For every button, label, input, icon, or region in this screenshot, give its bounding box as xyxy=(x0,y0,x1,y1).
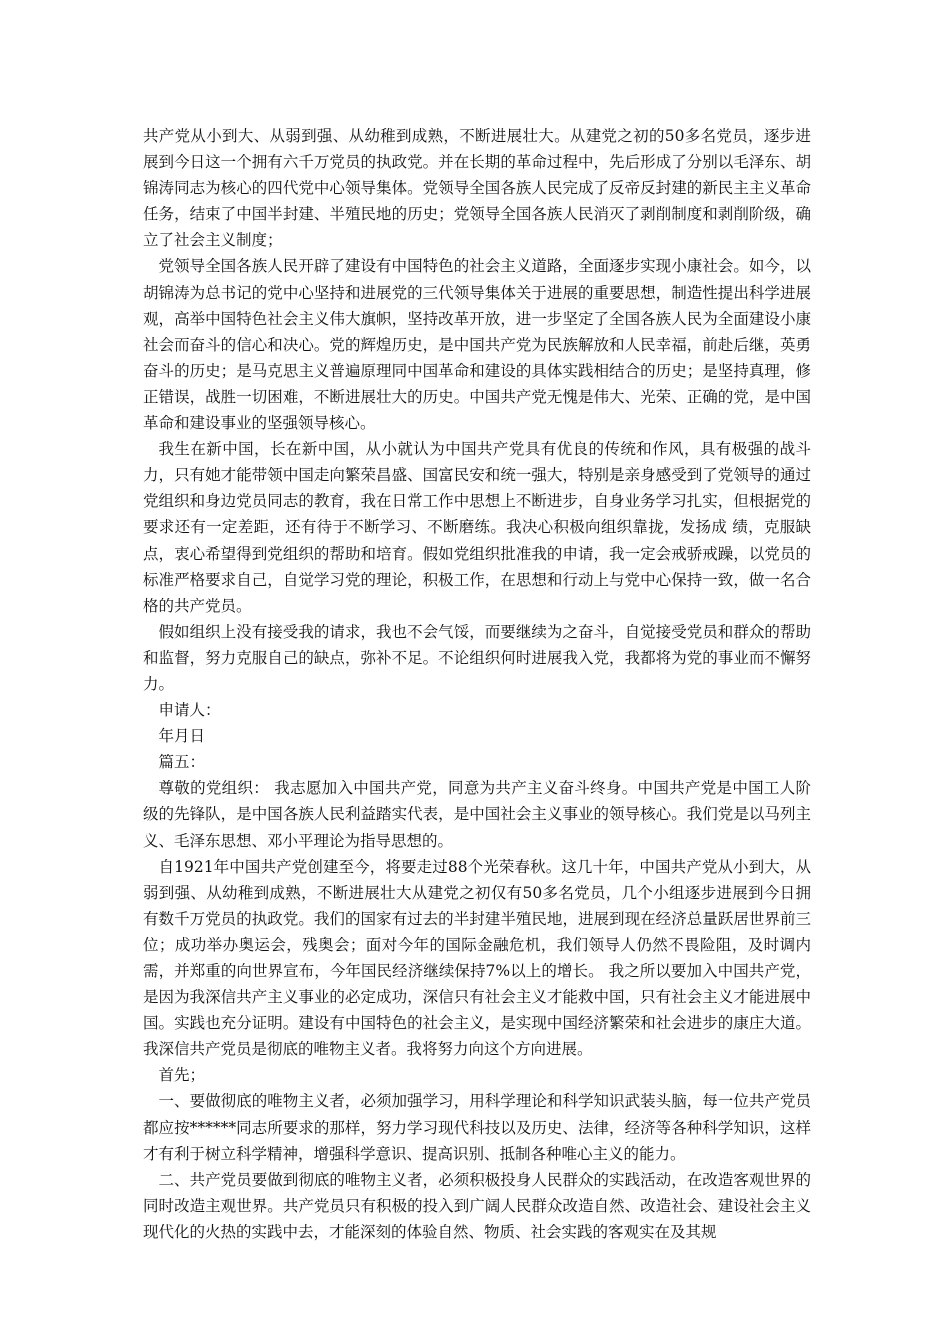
paragraph-personal-motivation: 我生在新中国，长在新中国，从小就认为中国共产党具有优良的传统和作风，具有极强的战斗力，只有她才能带领中国走向繁荣昌盛、国富民安和统一强大，特别是亲身感受到了党领导的通过党组织和身边党员同志的教育，我在日常工作中思想上不断进步，自身业务学习扎实，但根据党的要求还有一定差距，还有待于不断学习、不断磨练。我决心积极向组织靠拢，发扬成 绩，克服缺点，衷心希望得到党组织的帮助和培育。假如党组织批准我的申请，我一定会戒骄戒躁，以党员的标准严格要求自己，自觉学习党的理论，积极工作，在思想和行动上与党中心保持一致，做一名合格的共产党员。 xyxy=(143,440,811,615)
document-body xyxy=(143,123,811,1245)
paragraph-history-and-reasons: 自1921年中国共产党创建至今，将要走过88个光荣春秋。这几十年，中国共产党从小到大，从弱到强、从幼稚到成熟，不断进展壮大从建党之初仅有50多名党员，几个小组逐步进展到今日拥有数千万党员的执政党。我们的国家有过去的半封建半殖民地，进展到现在经济总量跃居世界前三位；成功举办奥运会，残奥会；面对今年的国际金融危机，我们领导人仍然不畏险阻，及时调内需，并郑重的向世界宣布，今年国民经济继续保持7%以上的增长。 我之所以要加入中国共产党，是因为我深信共产主义事业的必定成功，深信只有社会主义才能救中国，只有社会主义才能进展中国。实践也充分证明。建设有中国特色的社会主义，是实现中国经济繁荣和社会进步的康庄大道。我深信共产党员是彻底的唯物主义者。我将努力向这个方向进展。 xyxy=(143,857,811,1059)
paragraph-party-growth: 共产党从小到大、从弱到强、从幼稚到成熟，不断进展壮大。从建党之初的50多名党员，逐步进展到今日这一个拥有六千万党员的执政党。并在长期的革命过程中，先后形成了分别以毛泽东、胡锦涛同志为核心的四代党中心领导集体。党领导全国各族人民完成了反帝反封建的新民主主义革命任务，结束了中国半封建、半殖民地的历史；党领导全国各族人民消灭了剥削制度和剥削阶级，确立了社会主义制度； xyxy=(143,127,811,250)
paragraph-firstly: 首先； xyxy=(158,1066,206,1085)
paragraph-party-leadership: 党领导全国各族人民开辟了建设有中国特色的社会主义道路，全面逐步实现小康社会。如今，以胡锦涛为总书记的党中心坚持和进展党的三代领导集体关于进展的重要思想，制造性提出科学进展观，高举中国特色社会主义伟大旗帜，坚持改革开放，进一步坚定了全国各族人民为全面建设小康社会而奋斗的信心和决心。党的辉煌历史，是中国共产党为民族解放和人民幸福，前赴后继，英勇奋斗的历史；是马克思主义普遍原理同中国革命和建设的具体实践相结合的历史；是坚持真理，修正错误，战胜一切困难，不断进展壮大的历史。中国共产党无愧是伟大、光荣、正确的党，是中国革命和建设事业的坚强领导核心。 xyxy=(143,257,811,433)
paragraph-point-two: 二、共产党员要做到彻底的唯物主义者，必须积极投身人民群众的实践活动，在改造客观世界的同时改造主观世界。共产党员只有积极的投入到广阔人民群众改造自然、改造社会、建设社会主义现代化的火热的实践中去，才能深刻的体验自然、物质、社会实践的客观实在及其规 xyxy=(143,1170,811,1241)
paragraph-salutation-pledge: 尊敬的党组织： 我志愿加入中国共产党，同意为共产主义奋斗终身。中国共产党是中国工人阶级的先锋队，是中国各族人民利益踏实代表，是中国社会主义事业的领导核心。我们党是以马列主义、毛泽东思想、邓小平理论为指导思想的。 xyxy=(143,779,811,850)
paragraph-perseverance: 假如组织上没有接受我的请求，我也不会气馁，而要继续为之奋斗，自觉接受党员和群众的帮助和监督，努力克服自己的缺点，弥补不足。不论组织何时进展我入党，我都将为党的事业而不懈努力。 xyxy=(143,622,811,693)
paragraph-point-one: 一、要做彻底的唯物主义者，必须加强学习，用科学理论和科学知识武装头脑，每一位共产党员都应按******同志所要求的那样，努力学习现代科技以及历史、法律，经济等各种科学知识，这样才有利于树立科学精神，增强科学意识、提高识别、抵制各种唯心主义的能力。 xyxy=(143,1092,811,1163)
date-label: 年月日 xyxy=(158,727,206,746)
applicant-label: 申请人： xyxy=(158,701,221,720)
section-heading-five: 篇五： xyxy=(158,753,206,772)
